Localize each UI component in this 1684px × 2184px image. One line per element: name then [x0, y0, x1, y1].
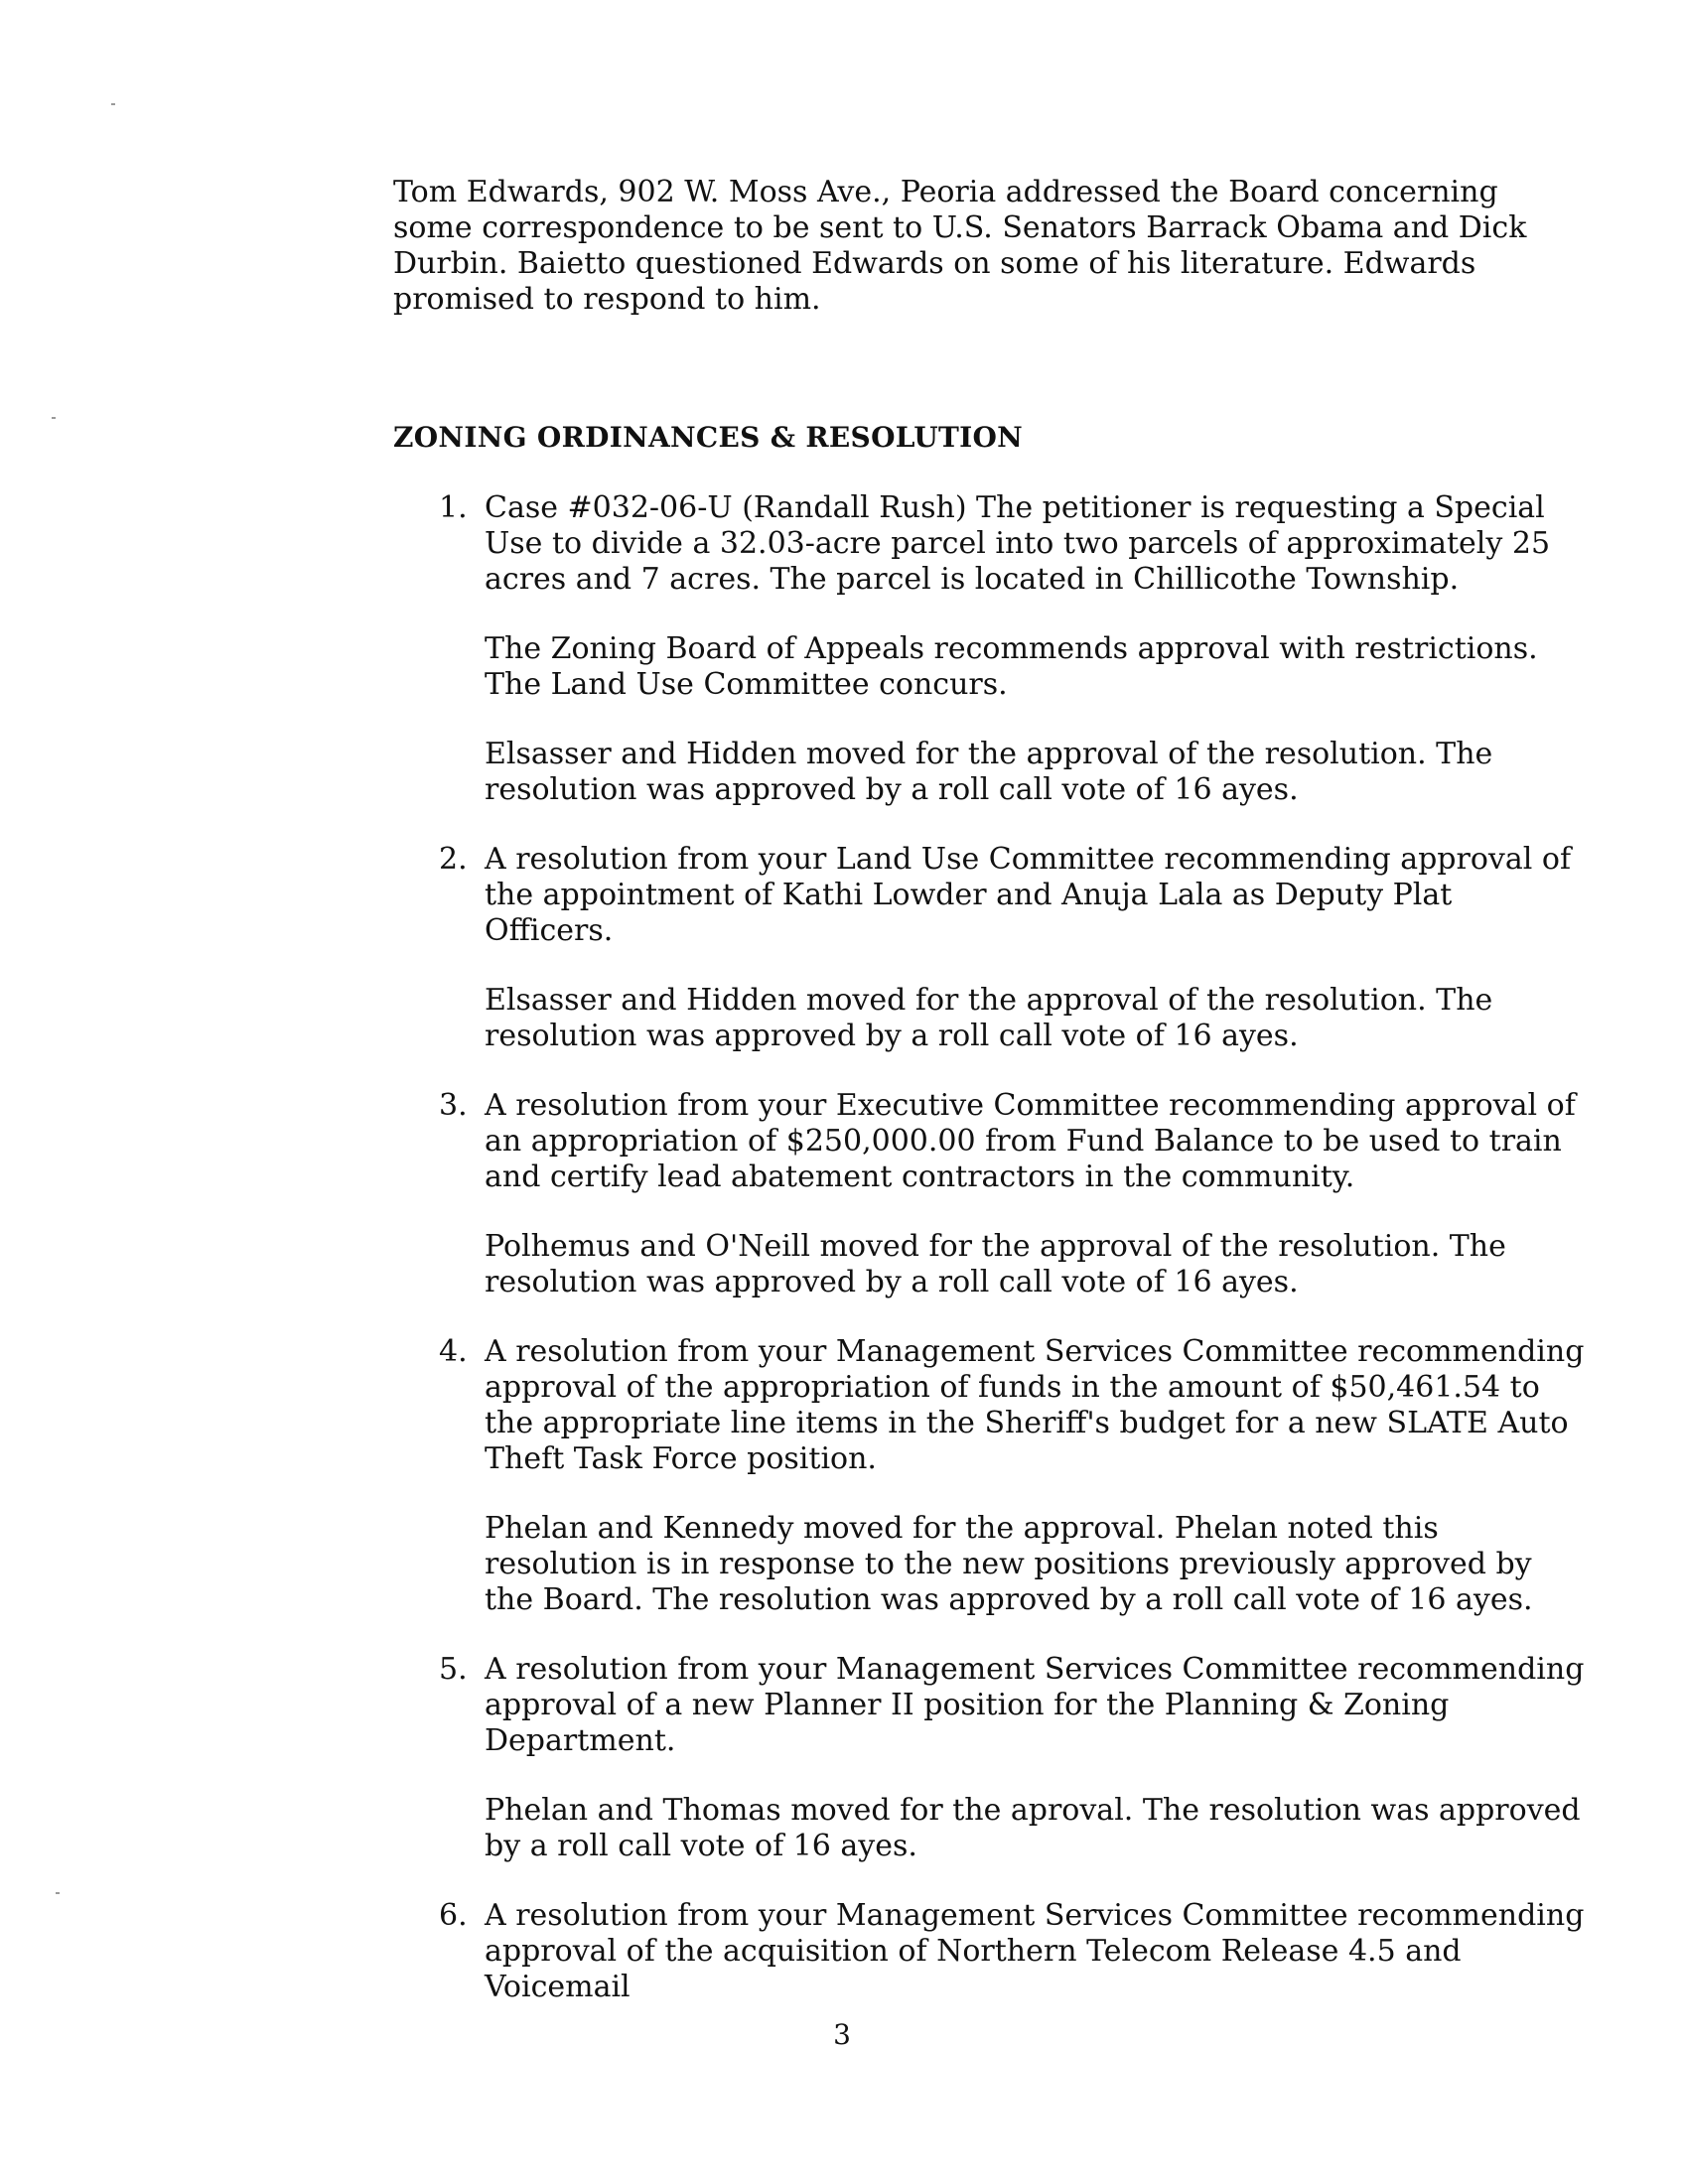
item-number: 1. — [439, 490, 468, 525]
item-number: 3. — [439, 1088, 468, 1123]
list-item — [393, 842, 1585, 1054]
list-item — [393, 1652, 1585, 1864]
item-paragraph: Phelan and Kennedy moved for the approval. Phelan noted this resolution is in response to the new positions previously approved by the Board. The resolution was approved by a roll call vote of 16 ayes. — [485, 1511, 1533, 1617]
item-paragraph: Elsasser and Hidden moved for the approval of the resolution. The resolution was approved by a roll call vote of 16 ayes. — [485, 983, 1493, 1053]
item-paragraph: A resolution from your Land Use Committee recommending approval of the appointment of Kathi Lowder and Anuja Lala as Deputy Plat Officers. — [485, 842, 1572, 948]
item-paragraph: A resolution from your Management Services Committee recommending approval of a new Planner II position for the Planning & Zoning Department. — [485, 1652, 1585, 1758]
item-number: 5. — [439, 1652, 468, 1687]
list-item — [393, 1088, 1585, 1300]
section-heading: ZONING ORDINANCES & RESOLUTION — [393, 421, 1024, 454]
resolution-list — [393, 490, 1585, 2039]
list-item — [393, 1334, 1585, 1618]
item-paragraph: Case #032-06-U (Randall Rush) The petitioner is requesting a Special Use to divide a 32.03-acre parcel into two parcels of approximately 25 acres and 7 acres. The parcel is located in Chillicothe Township. — [485, 490, 1551, 597]
item-paragraph: A resolution from your Management Services Committee recommending approval of the acquisition of Northern Telecom Release 4.5 and Voicemail — [485, 1898, 1585, 2004]
item-number: 4. — [439, 1334, 468, 1369]
item-paragraph: A resolution from your Management Services Committee recommending approval of the appropriation of funds in the amount of $50,461.54 to the appropriate line items in the Sheriff's budget for a new SLATE Auto Theft Task Force position. — [485, 1334, 1585, 1476]
list-item — [393, 490, 1585, 808]
item-paragraph: Phelan and Thomas moved for the aproval. The resolution was approved by a roll call vote of 16 ayes. — [485, 1793, 1581, 1863]
item-number: 6. — [439, 1898, 468, 1933]
item-paragraph: A resolution from your Executive Committee recommending approval of an appropriation of $250,000.00 from Fund Balance to be used to train and certify lead abatement contractors in the community. — [485, 1088, 1576, 1194]
page-number: 3 — [833, 2018, 851, 2051]
list-item — [393, 1898, 1585, 2005]
item-number: 2. — [439, 842, 468, 877]
scan-speck — [52, 417, 56, 419]
item-paragraph: The Zoning Board of Appeals recommends approval with restrictions. The Land Use Committee concurs. — [485, 631, 1538, 702]
scan-speck — [111, 103, 115, 105]
item-paragraph: Polhemus and O'Neill moved for the approval of the resolution. The resolution was approved by a roll call vote of 16 ayes. — [485, 1229, 1506, 1299]
scan-speck — [56, 1892, 60, 1894]
intro-paragraph: Tom Edwards, 902 W. Moss Ave., Peoria addressed the Board concerning some correspondence to be sent to U.S. Senators Barrack Obama and Dick Durbin. Baietto questioned Edwards on some of his literature. Edwards promised to respond to him. — [393, 175, 1527, 317]
item-paragraph: Elsasser and Hidden moved for the approval of the resolution. The resolution was approved by a roll call vote of 16 ayes. — [485, 737, 1493, 807]
